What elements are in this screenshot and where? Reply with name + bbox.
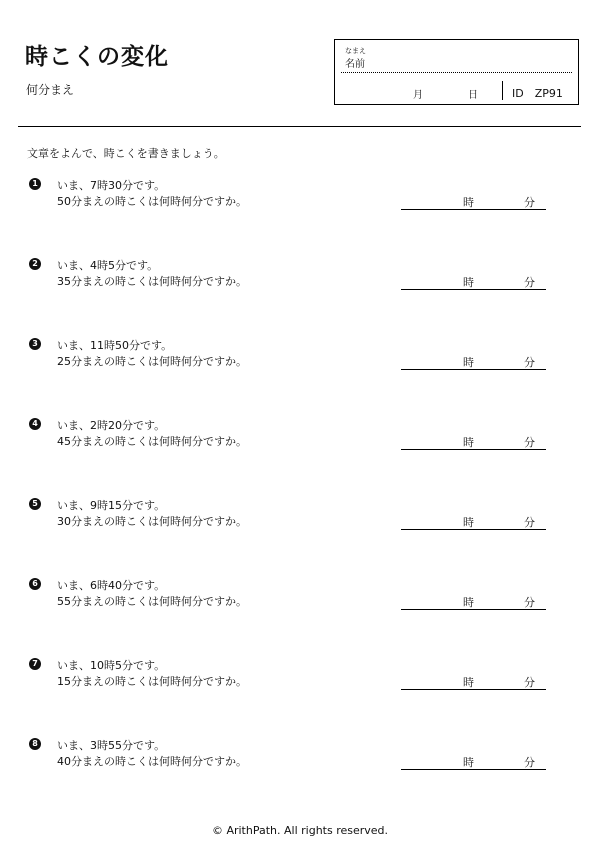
page-subtitle: 何分まえ: [26, 83, 75, 97]
question-current-time: いま、10時5分です。: [57, 659, 166, 672]
question-number-badge: 5: [29, 498, 41, 510]
question-5: [0, 497, 600, 557]
question-prompt: 35分まえの時こくは何時何分ですか。: [57, 275, 247, 288]
question-7: [0, 657, 600, 717]
answer-hour-unit: 時: [463, 516, 474, 529]
name-dotted-line: [341, 72, 572, 73]
answer-hour-unit: 時: [463, 196, 474, 209]
question-current-time: いま、4時5分です。: [57, 259, 159, 272]
answer-minute-unit: 分: [524, 676, 535, 689]
question-prompt: 30分まえの時こくは何時何分ですか。: [57, 515, 247, 528]
answer-minute-unit: 分: [524, 196, 535, 209]
worksheet-id: ID ZP91: [512, 87, 563, 100]
answer-minute-unit: 分: [524, 596, 535, 609]
answer-line[interactable]: [401, 209, 546, 210]
month-label: 月: [413, 90, 423, 101]
page-title: 時こくの変化: [25, 44, 169, 70]
question-prompt: 25分まえの時こくは何時何分ですか。: [57, 355, 247, 368]
question-4: [0, 417, 600, 477]
question-number-badge: 4: [29, 418, 41, 430]
header-divider: [18, 126, 581, 127]
answer-minute-unit: 分: [524, 276, 535, 289]
question-6: [0, 577, 600, 637]
answer-minute-unit: 分: [524, 756, 535, 769]
question-prompt: 50分まえの時こくは何時何分ですか。: [57, 195, 247, 208]
answer-minute-unit: 分: [524, 436, 535, 449]
answer-minute-unit: 分: [524, 516, 535, 529]
question-current-time: いま、3時55分です。: [57, 739, 166, 752]
answer-hour-unit: 時: [463, 356, 474, 369]
question-prompt: 55分まえの時こくは何時何分ですか。: [57, 595, 247, 608]
question-current-time: いま、9時15分です。: [57, 499, 166, 512]
question-3: [0, 337, 600, 397]
answer-hour-unit: 時: [463, 596, 474, 609]
name-box: [334, 39, 579, 105]
question-number-badge: 3: [29, 338, 41, 350]
copyright-footer: © ArithPath. All rights reserved.: [211, 824, 389, 837]
answer-line[interactable]: [401, 769, 546, 770]
question-number-badge: 7: [29, 658, 41, 670]
question-current-time: いま、2時20分です。: [57, 419, 166, 432]
question-number-badge: 6: [29, 578, 41, 590]
question-number-badge: 1: [29, 178, 41, 190]
question-current-time: いま、11時50分です。: [57, 339, 173, 352]
question-current-time: いま、6時40分です。: [57, 579, 166, 592]
box-separator: [502, 81, 503, 100]
answer-line[interactable]: [401, 369, 546, 370]
answer-line[interactable]: [401, 609, 546, 610]
day-label: 日: [468, 90, 478, 101]
question-1: [0, 177, 600, 237]
question-prompt: 15分まえの時こくは何時何分ですか。: [57, 675, 247, 688]
question-2: [0, 257, 600, 317]
answer-line[interactable]: [401, 689, 546, 690]
answer-hour-unit: 時: [463, 436, 474, 449]
answer-line[interactable]: [401, 449, 546, 450]
question-number-badge: 2: [29, 258, 41, 270]
question-number-badge: 8: [29, 738, 41, 750]
question-prompt: 40分まえの時こくは何時何分ですか。: [57, 755, 247, 768]
answer-hour-unit: 時: [463, 276, 474, 289]
answer-hour-unit: 時: [463, 756, 474, 769]
name-furigana: なまえ: [345, 47, 366, 55]
question-current-time: いま、7時30分です。: [57, 179, 166, 192]
instruction-text: 文章をよんで、時こくを書きましょう。: [27, 147, 225, 160]
answer-line[interactable]: [401, 529, 546, 530]
answer-hour-unit: 時: [463, 676, 474, 689]
question-8: [0, 737, 600, 797]
question-prompt: 45分まえの時こくは何時何分ですか。: [57, 435, 247, 448]
answer-line[interactable]: [401, 289, 546, 290]
answer-minute-unit: 分: [524, 356, 535, 369]
name-label: 名前: [345, 59, 365, 70]
